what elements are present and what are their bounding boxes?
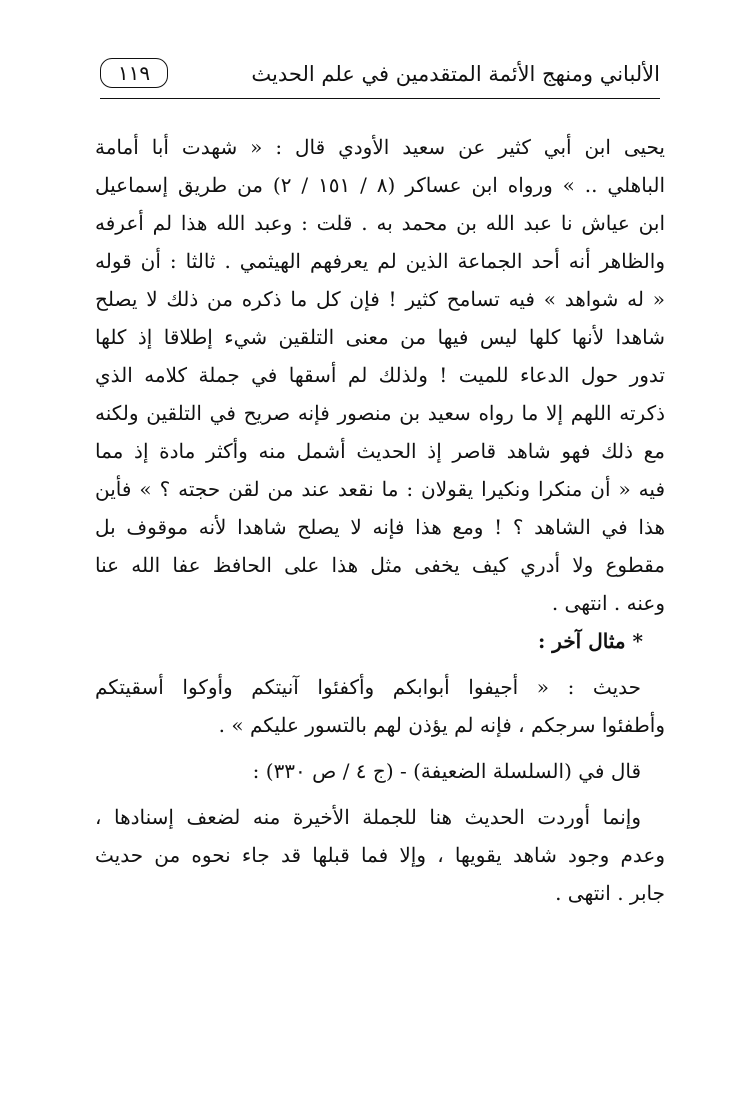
- text-line: ابن عياش نا عبد الله بن محمد به . قلت : وعبد الله هذا لم أعرفه: [95, 211, 665, 235]
- quote-line: وعدم وجود شاهد يقويها ، وإلا فما قبلها قد جاء نحوه من حديث: [95, 843, 665, 867]
- page-body: [95, 128, 665, 912]
- header-rule: [100, 98, 660, 99]
- text-line: يحيى ابن أبي كثير عن سعيد الأودي قال : « شهدت أبا أمامة: [95, 135, 665, 159]
- text-line: فيه « أن منكرا ونكيرا يقولان : ما نقعد عند من لقن حجته ؟ » فأين: [95, 477, 665, 501]
- text-line: هذا في الشاهد ؟ ! ومع هذا فإنه لا يصلح شاهدا لأنه موقوف بل: [95, 515, 665, 539]
- text-line: مقطوع ولا أدري كيف يخفى مثل هذا على الحافظ عفا الله عنا: [95, 553, 665, 577]
- source-line: قال في (السلسلة الضعيفة) - (ج ٤ / ص ٣٣٠) :: [252, 759, 641, 783]
- text-line: شاهدا لأنها كلها ليس فيها من معنى التلقين شيء إطلاقا إذ كلها: [95, 325, 665, 349]
- quote-line: جابر . انتهى .: [555, 881, 665, 905]
- text-line: والظاهر أنه أحد الجماعة الذين لم يعرفهم الهيثمي . ثالثا : أن قوله: [95, 249, 665, 273]
- text-line: مع ذلك فهو شاهد قاصر إذ الحديث أشمل منه وأكثر مادة إذ مما: [95, 439, 665, 463]
- quote-line: وإنما أوردت الحديث هنا للجملة الأخيرة منه لضعف إسنادها ،: [95, 805, 641, 829]
- text-line: « له شواهد » فيه تسامح كثير ! فإن كل ما ذكره من ذلك لا يصلح: [95, 287, 665, 311]
- text-line: وعنه . انتهى .: [551, 591, 665, 615]
- running-title: الألباني ومنهج الأئمة المتقدمين في علم الحديث: [251, 62, 660, 86]
- hadith-line: وأطفئوا سرجكم ، فإنه لم يؤذن لهم بالتسور عليكم » .: [218, 713, 665, 737]
- page-header: [100, 58, 660, 98]
- text-line: الباهلي .. » ورواه ابن عساكر (٨ / ١٥١ / ٢) من طريق إسماعيل: [95, 173, 665, 197]
- spacer: [95, 660, 665, 668]
- spacer: [95, 744, 665, 752]
- section-heading: * مثال آخر :: [537, 629, 643, 653]
- spacer: [95, 790, 665, 798]
- page-number: ١١٩: [100, 58, 168, 88]
- hadith-line: حديث : « أجيفوا أبوابكم وأكفئوا آنيتكم وأوكوا أسقيتكم: [95, 675, 641, 699]
- text-line: ذكرته اللهم إلا ما رواه سعيد بن منصور فإنه صريح في التلقين ولكنه: [95, 401, 665, 425]
- text-line: تدور حول الدعاء للميت ! ولذلك لم أسقها في جملة كلامه الذي: [95, 363, 665, 387]
